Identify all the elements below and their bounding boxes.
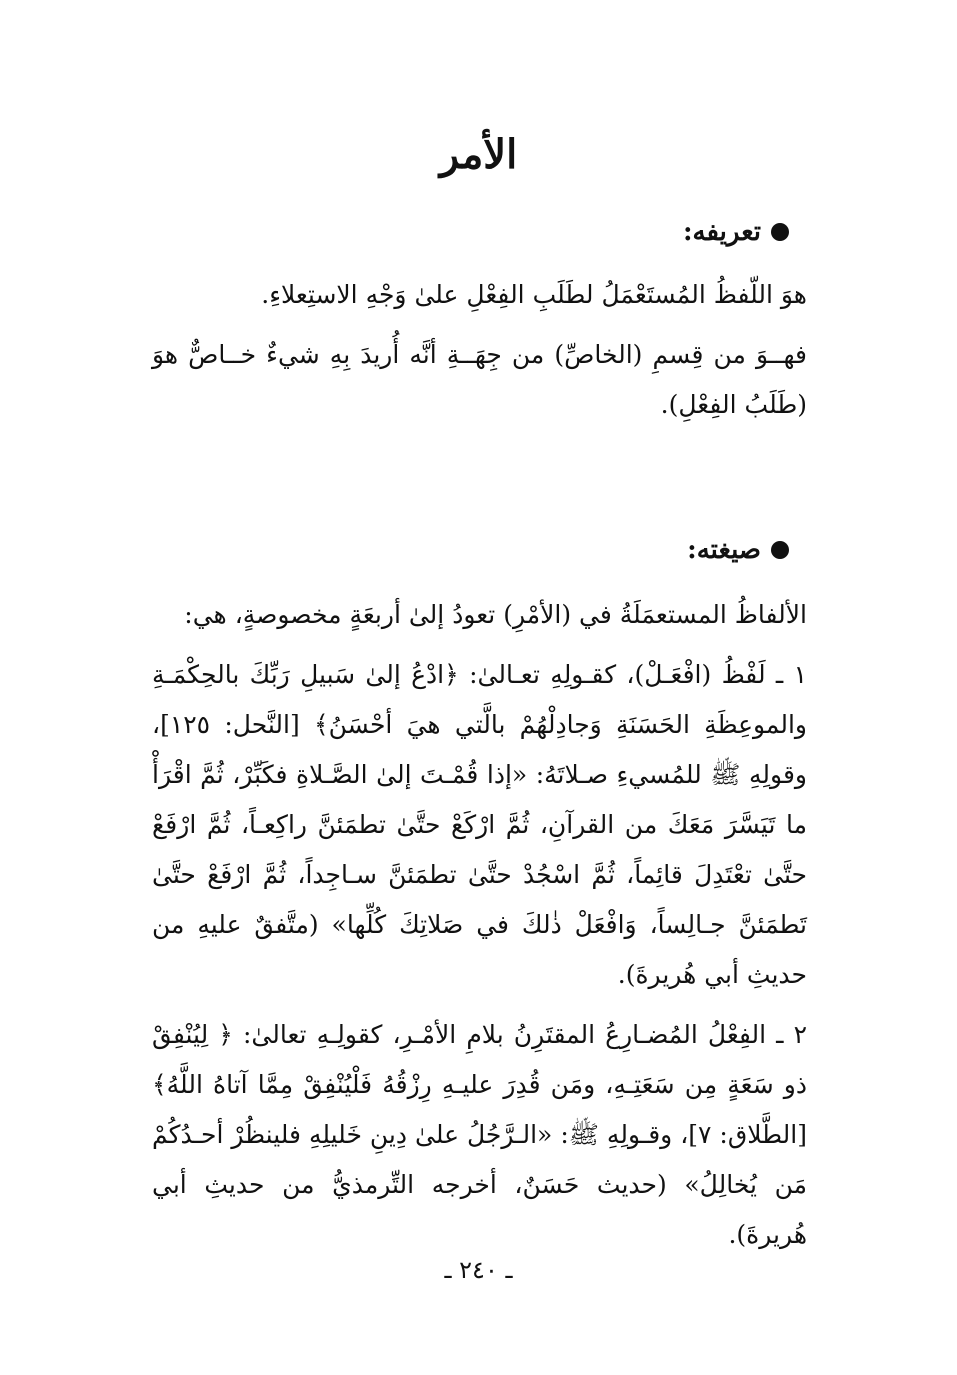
- page-title: الأمر: [439, 131, 518, 178]
- forms-body: [152, 590, 807, 1270]
- definition-paragraph-1: هوَ اللّفظُ المُستَعْمَلُ لطَلَبِ الفِعْلِ علىٰ وَجْهِ الاستِعلاءِ.: [261, 280, 807, 309]
- definition-paragraph-2: فهــوَ من قِسمِ (الخاصِّ) من جِهَــةِ أنَّه أُريدَ بِهِ شيءٌ خــاصٌّ هوَ (طَلَبُ الفِعْلِ).: [152, 340, 807, 419]
- definition-heading-label: تعريفه:: [682, 217, 761, 247]
- forms-heading: [159, 530, 789, 570]
- forms-item-1: ١ ـ لَفْظُ (افْعَـلْ)، كقـولِهِ تعـالىٰ: ﴿ادْعُ إلىٰ سَبيلِ رَبِّكَ بالحِكْمَـةِ والموعِظَةِ الحَسَنَةِ وَجادِلْهُمْ بالَّتي هيَ أحْسَنُ﴾ [النَّحل: ١٢٥]، وقولِهِ ﷺ للمُسيءِ صـلاتَهُ: «إذا قُمْـتَ إلىٰ الصَّـلاةِ فكَبِّرْ، ثُمَّ اقْرَأْ ما تَيَسَّرَ مَعَكَ من القرآنِ، ثُمَّ ارْكَعْ حتَّىٰ تطمَئنَّ راكِعـاً، ثُمَّ ارْفَعْ حتَّىٰ تعْتَدِلَ قائِماً، ثُمَّ اسْجُدْ حتَّىٰ تطمَئنَّ سـاجِداً، ثُمَّ ارْفَعْ حتَّىٰ تَطمَئنَّ جـالِساً، وَافْعَلْ ذٰلكَ في صَلاتِكَ كُلِّها» (متَّفقٌ عليهِ من حديثِ أبي هُريرةَ).: [152, 660, 807, 989]
- definition-body: [152, 270, 807, 440]
- forms-item-2: ٢ ـ الفِعْلُ المُضـارِعُ المقتَرِنُ بلامِ الأمْـرِ، كقولِـهِ تعالىٰ: ﴿ لِيُنْفِقْ ذو سَعَةٍ مِن سَعَتِـهِ، ومَن قُدِرَ عليـهِ رِزْقُهُ فَلْيُنْفِقْ مِمَّا آتاهُ اللَّهُ﴾ [الطَّلاق: ٧]، وقـولِهِ ﷺ: «الـرَّجُلُ علىٰ دِينِ خَليلِهِ فلينظُرْ أحـدُكُمْ مَن يُخالِلُ» (حديث حَسَنٌ، أخرجه التِّرمذيُّ من حديثِ أبي هُريرةَ).: [152, 1020, 807, 1249]
- bullet-icon: [771, 541, 789, 559]
- bullet-icon: [771, 223, 789, 241]
- forms-intro: الألفاظُ المستعمَلَةُ في (الأمْرِ) تعودُ إلىٰ أربعَةٍ مخصوصةٍ، هي:: [184, 600, 807, 629]
- forms-heading-label: صيغته:: [687, 535, 761, 565]
- page-number: ـ ٢٤٠ ـ: [444, 1256, 513, 1284]
- definition-heading: [159, 212, 789, 252]
